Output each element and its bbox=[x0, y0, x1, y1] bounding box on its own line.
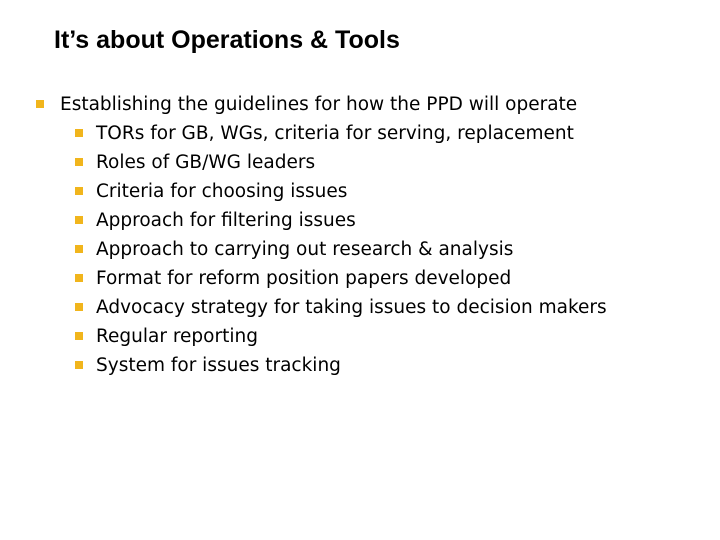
bullet-list bbox=[34, 90, 704, 380]
sub-bullet-text: Criteria for choosing issues bbox=[96, 181, 348, 202]
sub-bullet-text: Advocacy strategy for taking issues to decision makers bbox=[96, 297, 607, 318]
sub-bullet-item bbox=[34, 119, 704, 148]
sub-bullet-text: Approach for filtering issues bbox=[96, 210, 356, 231]
bullet-text: Establishing the guidelines for how the PPD will operate bbox=[60, 94, 578, 115]
sub-bullet-text: TORs for GB, WGs, criteria for serving, replacement bbox=[96, 123, 574, 144]
sub-bullet-item bbox=[34, 293, 704, 322]
sub-bullet-text: Roles of GB/WG leaders bbox=[96, 152, 316, 173]
square-bullet-icon bbox=[75, 274, 83, 282]
sub-bullet-text: System for issues tracking bbox=[96, 355, 341, 376]
sub-bullet-item bbox=[34, 235, 704, 264]
sub-bullet-item bbox=[34, 148, 704, 177]
sub-bullet-text: Regular reporting bbox=[96, 326, 258, 347]
square-bullet-icon bbox=[36, 100, 44, 108]
square-bullet-icon bbox=[75, 245, 83, 253]
square-bullet-icon bbox=[75, 216, 83, 224]
square-bullet-icon bbox=[75, 332, 83, 340]
square-bullet-icon bbox=[75, 187, 83, 195]
sub-bullet-item bbox=[34, 264, 704, 293]
slide-title: It’s about Operations & Tools bbox=[54, 26, 400, 54]
square-bullet-icon bbox=[75, 158, 83, 166]
square-bullet-icon bbox=[75, 361, 83, 369]
bullet-item bbox=[34, 90, 704, 119]
square-bullet-icon bbox=[75, 129, 83, 137]
sub-bullet-item bbox=[34, 177, 704, 206]
sub-bullet-text: Approach to carrying out research & analysis bbox=[96, 239, 514, 260]
sub-bullet-item bbox=[34, 206, 704, 235]
sub-bullet-text: Format for reform position papers developed bbox=[96, 268, 512, 289]
sub-bullet-item bbox=[34, 322, 704, 351]
sub-bullet-item bbox=[34, 351, 704, 380]
square-bullet-icon bbox=[75, 303, 83, 311]
